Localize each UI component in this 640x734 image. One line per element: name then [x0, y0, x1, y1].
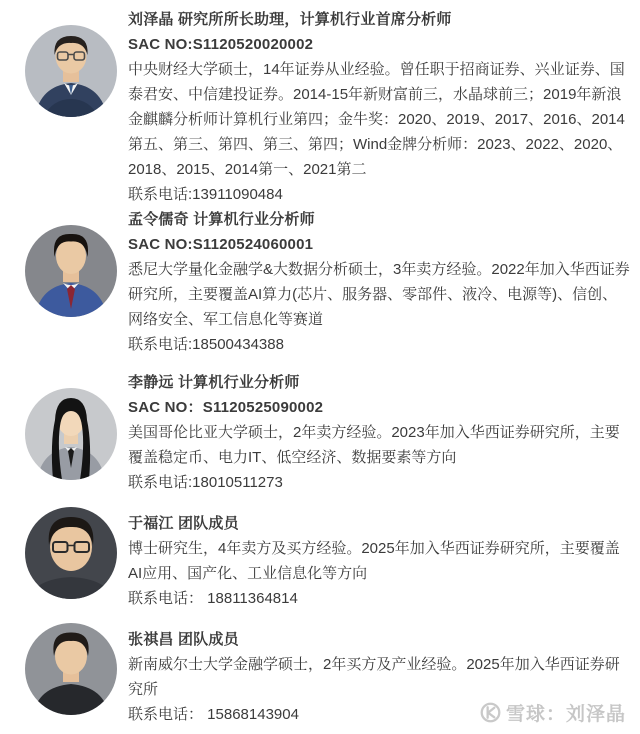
member-card-liuzejing: [25, 7, 630, 207]
member-phone: 联系电话:18010511273: [128, 474, 283, 491]
portrait-photo: [25, 388, 117, 480]
member-info: [128, 370, 630, 495]
member-phone: 联系电话： 15868143904: [128, 706, 299, 723]
member-name-title: 李静远 计算机行业分析师: [128, 374, 300, 391]
member-info: [128, 511, 630, 611]
portrait-photo: [25, 507, 117, 599]
avatar: [25, 25, 117, 117]
avatar: [25, 225, 117, 317]
member-phone: 联系电话:13911090484: [128, 186, 283, 203]
member-bio: 悉尼大学量化金融学&大数据分析硕士，3年卖方经验。2022年加入华西证券研究所，主要覆盖AI算力(芯片、服务器、零部件、液冷、电源等)、信创、网络安全、军工信息化等赛道: [128, 261, 630, 328]
watermark: [480, 699, 626, 726]
member-name-title: 于福江 团队成员: [128, 515, 239, 532]
avatar: [25, 507, 117, 599]
member-card-lijingyuan: [25, 370, 630, 495]
member-phone: 联系电话： 18811364814: [128, 590, 298, 607]
member-bio: 中央财经大学硕士，14年证券从业经验。曾任职于招商证券、兴业证券、国泰君安、中信建投证券。2014-15年新财富前三，水晶球前三；2019年新浪金麒麟分析师计算机行业第四；金牛奖：2020、2019、2017、2016、2014第五、第三、第四、第三、第四；Wind金牌分析师：2023、2022、2020、2018、2015、2014第一、2021第二: [128, 61, 625, 178]
member-bio: 美国哥伦比亚大学硕士，2年卖方经验。2023年加入华西证券研究所，主要覆盖稳定币、电力IT、低空经济、数据要素等方向: [128, 424, 620, 466]
watermark-text: 雪球：刘泽晶: [505, 704, 626, 725]
member-sac-number: SAC NO：S1120525090002: [128, 399, 324, 416]
avatar: [25, 388, 117, 480]
member-info: [128, 207, 630, 357]
member-info: [128, 7, 630, 207]
member-name-title: 刘泽晶 研究所所长助理，计算机行业首席分析师: [128, 11, 452, 28]
xueqiu-logo-icon: [480, 702, 501, 723]
portrait-photo: [25, 623, 117, 715]
member-name-title: 孟令儒奇 计算机行业分析师: [128, 211, 315, 228]
member-bio: 博士研究生，4年卖方及买方经验。2025年加入华西证券研究所，主要覆盖AI应用、国产化、工业信息化等方向: [128, 540, 620, 582]
avatar: [25, 623, 117, 715]
portrait-photo: [25, 25, 117, 117]
member-name-title: 张祺昌 团队成员: [128, 631, 239, 648]
member-phone: 联系电话:18500434388: [128, 336, 284, 353]
portrait-photo: [25, 225, 117, 317]
member-bio: 新南威尔士大学金融学硕士，2年买方及产业经验。2025年加入华西证券研究所: [128, 656, 620, 698]
member-sac-number: SAC NO:S1120520020002: [128, 36, 314, 53]
member-card-menglingruqi: [25, 207, 630, 357]
member-card-yufujiang: [25, 511, 630, 611]
member-sac-number: SAC NO:S1120524060001: [128, 236, 314, 253]
